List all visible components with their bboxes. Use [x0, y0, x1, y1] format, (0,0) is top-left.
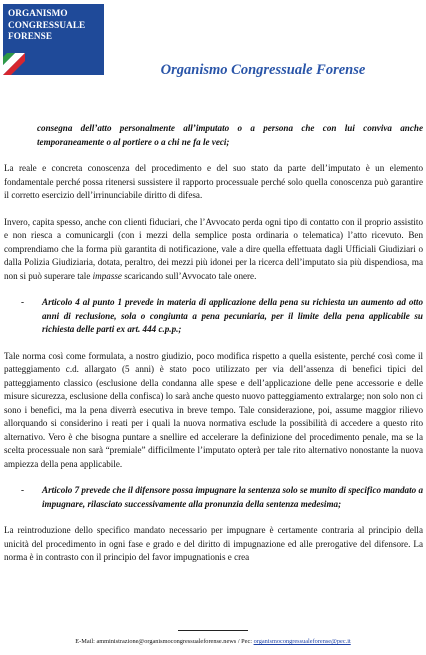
logo	[3, 4, 104, 75]
paragraph-3: Tale norma così come formulata, a nostro giudizio, poco modifica rispetto a quella esistente, perché così come il patteggiamento c.d. allargato (5 anni) è stato poco utilizzato per via dell’assenza di benefici tipici del patteggiamento classico (esclusione della condanna alle spese e dell’applicazione delle pene accessorie e delle misure sicurezza, esclusione della confisca) lo sarà anche questo nuovo patteggiamento extralarge; non solo non ci sono i benefici, ma la pena diverrà esecutiva in breve tempo. Tale considerazione, poi, assume maggior rilievo allorquando si considerino i reati per i quali la nuova normativa esclude la possibilità di accedere a questo rito alternativo. Vero è che bisogna puntare a snellire ed accelerare la definizione del procedimento penale, ma se la scelta processuale non sarà “premiale” difficilmente l’imputato opterà per tale rito alternativo nonostante la nuova ampiezza della pena applicabile.	[4, 350, 423, 469]
footer	[0, 638, 426, 645]
logo-line-2: CONGRESSUALE	[8, 19, 86, 30]
footer-divider	[178, 630, 248, 631]
logo-line-1: ORGANISMO	[8, 8, 68, 18]
logo-text	[8, 8, 104, 43]
footer-email[interactable]: E-Mail: amministrazione@organismocongressualeforense.news	[75, 638, 237, 645]
bullet-dash: -	[21, 297, 25, 307]
italian-flag-icon	[3, 53, 25, 75]
paragraph-2-italic: impasse	[92, 270, 122, 281]
page-title: Organismo Congressuale Forense	[160, 62, 366, 78]
paragraph-1: La reale e concreta conoscenza del procedimento e del suo stato da parte dell’imputato è un elemento fondamentale perché possa ritenersi sussistere il rapporto processuale perché solo quella conoscenza può garantire il corretto esercizio dell’irrinunciabile diritto di difesa.	[4, 163, 423, 200]
paragraph-continuation: consegna dell’atto personalmente all’imputato o a persona che con lui conviva anche temporaneamente o al portiere o a chi ne fa le veci;	[37, 123, 423, 147]
list-item-text: Articolo 7 prevede che il difensore possa impugnare la sentenza solo se munito di specifico mandato a impugnare, rilasciato successivamente alla pronunzia della sentenza medesima;	[42, 485, 423, 509]
logo-line-3: FORENSE	[8, 31, 53, 41]
list-item-text: Articolo 4 al punto 1 prevede in materia di applicazione della pena su richiesta un aumento ad otto anni di reclusione, sola o congiunta a pena pecuniaria, per il limite della pena applicabile su richiesta delle parti ex art. 444 c.p.p.;	[42, 297, 423, 334]
footer-pec-label: Pec:	[241, 638, 254, 645]
list-item-article-4	[4, 296, 423, 337]
paragraph-2-text-a: Invero, capita spesso, anche con clienti fiduciari, che l’Avvocato perda ogni tipo di contatto con il proprio assistito e non riesca a comunicargli (con i mezzi della semplice posta ordinaria o telematica) l’atto ricevuto. Ben comprendiamo che la forma più garantita di notificazione, vale a dire quella effettuata dagli Ufficiali Giudiziari o dalla Polizia Giudiziaria, dotata, peraltro, dei mezzi più idonei per la ricerca dell’imputato sia più dispendiosa, ma non si può superare tale	[4, 216, 423, 281]
document-body	[4, 122, 423, 578]
list-item-article-7	[4, 484, 423, 511]
paragraph-2-text-b: scaricando sull’Avvocato tale onere.	[121, 270, 257, 281]
paragraph-4: La reintroduzione dello specifico mandato necessario per impugnare è certamente contraria al principio della unicità del procedimento in ogni fase e grado e del diritto di impugnazione ed alle prerogative del difensore. La norma è in contrasto con il principio del favor impugnationis e crea	[4, 525, 423, 562]
bullet-dash: -	[21, 485, 25, 495]
paragraph-2	[4, 216, 423, 284]
footer-separator: /	[236, 638, 242, 645]
footer-pec-link[interactable]: organismocongressualeforense@pec.it	[253, 638, 351, 645]
